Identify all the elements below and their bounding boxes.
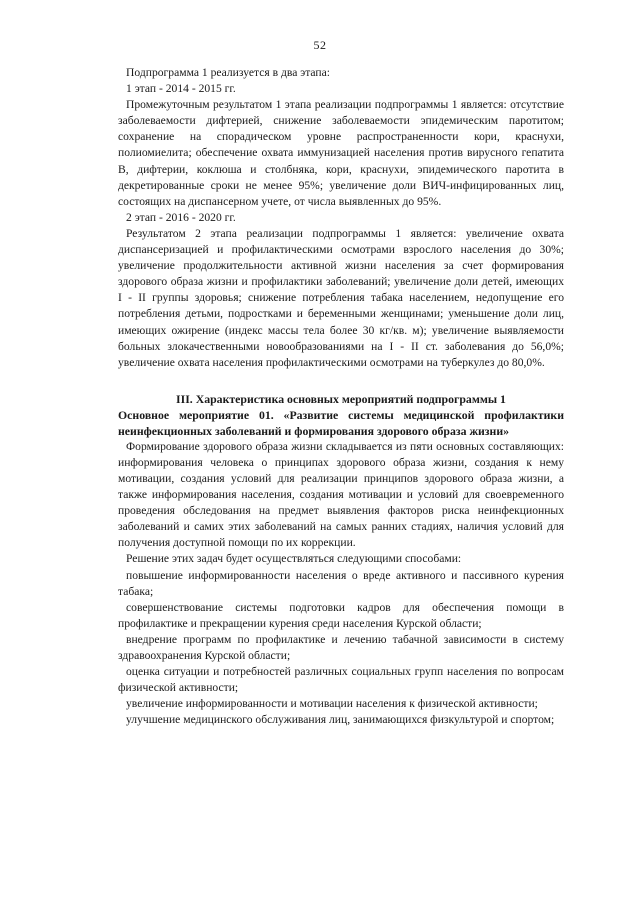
stage1-title: 1 этап - 2014 - 2015 гг.: [126, 82, 236, 96]
list-item: внедрение программ по профилактике и лечению табачной зависимости в систему здравоохранения Курской области;: [118, 632, 564, 662]
section-heading: III. Характеристика основных мероприятий подпрограммы 1: [176, 391, 506, 406]
body-paragraph-1: Формирование здорового образа жизни складывается из пяти основных составляющих: информирования человека о принципах здорового образа жизни, создания к нему мотивации, создания условий для реализации принципов здорового образа жизни, а также информирования населения, создания мотивации и условий для своевременного проведения обследования на предмет выявления факторов риска неинфекционных заболеваний и самих этих заболеваний на самых ранних стадиях, наличия условий для получения доступной помощи по их коррекции.: [118, 439, 564, 550]
stage2-title: 2 этап - 2016 - 2020 гг.: [126, 210, 236, 224]
list-item: совершенствование системы подготовки кадров для обеспечения помощи в профилактике и прекращении курения среди населения Курской области;: [118, 600, 564, 630]
page-number: 52: [313, 38, 327, 52]
list-item: увеличение информированности и мотивации населения к физической активности;: [126, 697, 538, 711]
page-content: [118, 65, 564, 728]
list-item: улучшение медицинского обслуживания лиц, занимающихся физкультурой и спортом;: [126, 713, 555, 727]
stage2-text: Результатом 2 этапа реализации подпрограммы 1 является: увеличение охвата диспансеризацией и профилактическими осмотрами взрослого населения до 30%; увеличение продолжительности активной жизни населения за счет формирования здорового образа жизни и профилактики заболеваний; увеличение доли детей, имеющих I - II группы здоровья; снижение потребления табака населением, недопущение его потребления детьми, подростками и беременными женщинами; уменьшение доли лиц, имеющих ожирение (индекс массы тела более 30 кг/кв. м); увеличение выявляемости больных злокачественными новообразованиями на I - II ст. заболевания до 56,0%; увеличение охвата населения профилактическими осмотрами на туберкулез до 80,0%.: [118, 226, 564, 369]
intro-line: Подпрограмма 1 реализуется в два этапа:: [126, 66, 330, 79]
list-item: оценка ситуации и потребностей различных социальных групп населения по вопросам физической активности;: [118, 665, 564, 695]
list-item: повышение информированности населения о вреде активного и пассивного курения табака;: [118, 568, 564, 598]
body-paragraph-2: Решение этих задач будет осуществляться следующими способами:: [126, 552, 462, 566]
activity-heading: Основное мероприятие 01. «Развитие системы медицинской профилактики неинфекционных заболеваний и формирования здорового образа жизни»: [118, 407, 564, 438]
stage1-text: Промежуточным результатом 1 этапа реализации подпрограммы 1 является: отсутствие заболеваемости дифтерией, снижение заболеваемости эпидемическим паротитом; сохранение на спорадическом уровне распространенности кори, краснухи, полиомиелита; обеспечение охвата иммунизацией населения против вирусного гепатита В, дифтерии, коклюша и столбняка, кори, краснухи, эпидемического паротита в декретированные сроки не менее 95%; увеличение доли ВИЧ-инфицированных лиц, состоящих на диспансерном учете, от числа выявленных до 95%.: [118, 98, 564, 208]
